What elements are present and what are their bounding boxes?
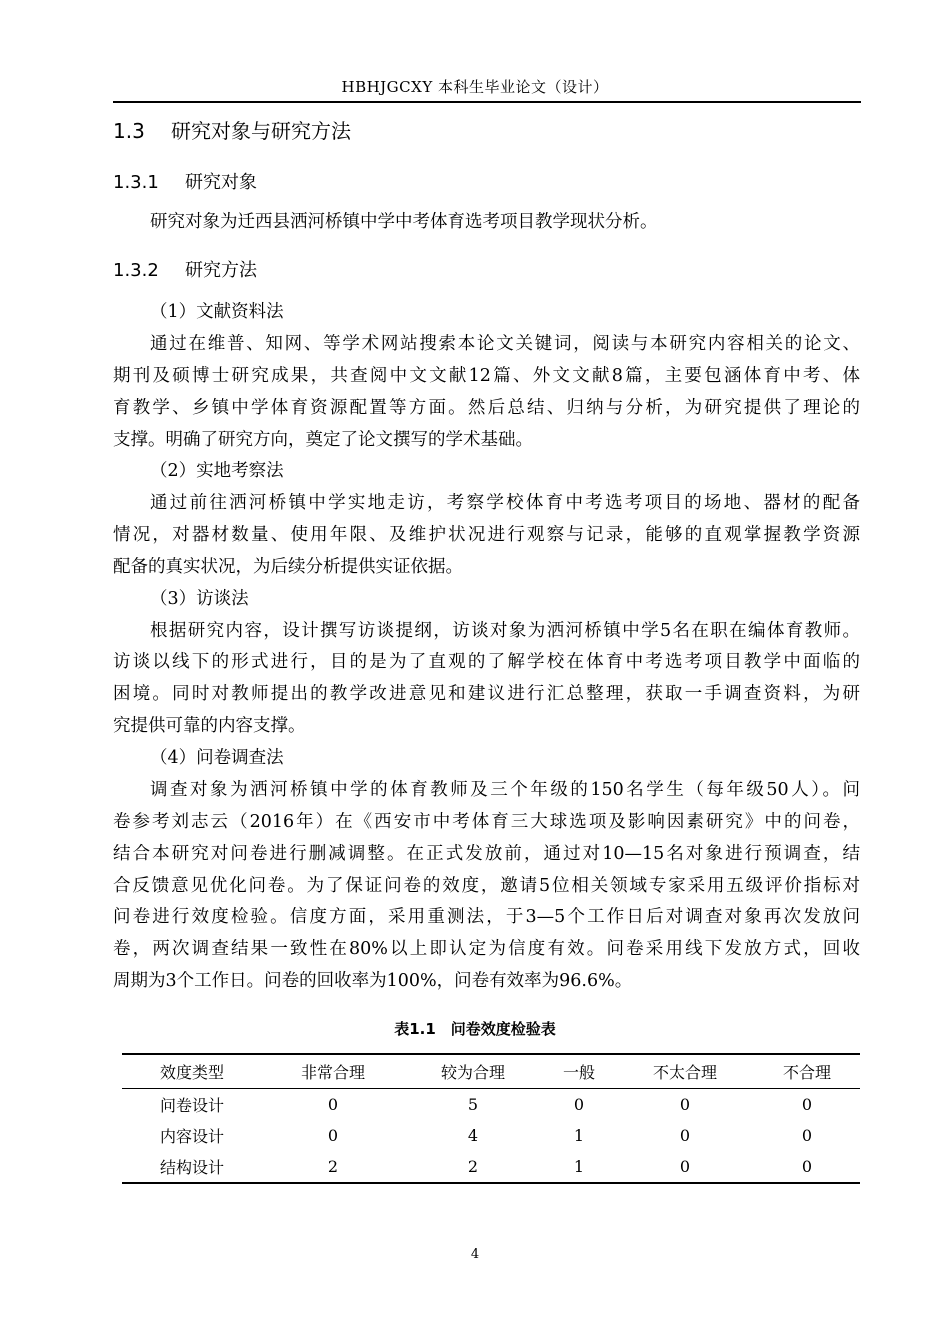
table-cell: 0: [679, 1095, 691, 1114]
table-row: [122, 1151, 860, 1183]
column-header: 较为合理: [440, 1063, 505, 1082]
method-label: （2）实地考察法: [150, 461, 284, 481]
column-header: 非常合理: [300, 1063, 365, 1082]
page-header: HBHJGCXY 本科生毕业论文（设计）: [341, 78, 609, 96]
paragraph-line: 调查对象为洒河桥镇中学的体育教师及三个年级的150名学生（每年级50人）。问: [150, 780, 860, 800]
subsection-title: 研究方法: [185, 260, 257, 281]
method-label: （3）访谈法: [150, 589, 249, 609]
table-row: [122, 1089, 860, 1121]
paragraph-line: 卷参考刘志云（2016年）在《西安市中考体育三大球选项及影响因素研究》中的问卷，: [113, 812, 860, 832]
table-cell: 0: [327, 1095, 339, 1114]
paragraph-line: 育教学、乡镇中学体育资源配置等方面。然后总结、归纳与分析，为研究提供了理论的: [113, 398, 860, 418]
column-header: 效度类型: [159, 1063, 224, 1082]
row-label: 内容设计: [159, 1127, 224, 1146]
method-label: （1）文献资料法: [150, 302, 284, 322]
row-label: 问卷设计: [159, 1096, 224, 1115]
validity-table: [122, 1053, 860, 1184]
section-number: 1.3: [113, 119, 145, 143]
paragraph-line: 周期为3个工作日。问卷的回收率为100%，问卷有效率为96.6%。: [113, 971, 633, 991]
table-caption: 表1.1 问卷效度检验表: [394, 1020, 556, 1038]
table-row: [122, 1120, 860, 1151]
paragraph-line: 根据研究内容，设计撰写访谈提纲，访谈对象为洒河桥镇中学5名在职在编体育教师。: [150, 621, 860, 641]
paragraph-line: 研究对象为迁西县洒河桥镇中学中考体育选考项目教学现状分析。: [150, 212, 658, 232]
table-cell: 1: [573, 1126, 585, 1145]
paragraph-line: 卷，两次调查结果一致性在80%以上即认定为信度有效。问卷采用线下发放方式，回收: [113, 939, 860, 959]
table-cell: 0: [573, 1095, 585, 1114]
column-header: 一般: [562, 1063, 595, 1082]
paragraph-line: 通过前往洒河桥镇中学实地走访，考察学校体育中考选考项目的场地、器材的配备: [150, 493, 860, 513]
table-cell: 5: [467, 1095, 479, 1114]
method-label: （4）问卷调查法: [150, 748, 284, 768]
paragraph-line: 情况，对器材数量、使用年限、及维护状况进行观察与记录，能够的直观掌握教学资源: [113, 525, 860, 545]
paragraph-line: 结合本研究对问卷进行删减调整。在正式发放前，通过对10—15名对象进行预调查，结: [113, 844, 860, 864]
table-cell: 2: [327, 1157, 339, 1176]
table-cell: 0: [801, 1095, 813, 1114]
table-header-row: [122, 1054, 860, 1089]
paragraph-line: 困境。同时对教师提出的教学改进意见和建议进行汇总整理，获取一手调查资料，为研: [113, 684, 860, 704]
header-rule: [113, 101, 861, 103]
section-title: 研究对象与研究方法: [171, 119, 351, 143]
paragraph-line: 配备的真实状况，为后续分析提供实证依据。: [113, 557, 463, 577]
row-label: 结构设计: [159, 1158, 224, 1177]
subsection-title: 研究对象: [185, 172, 257, 193]
paragraph-line: 支撑。明确了研究方向，奠定了论文撰写的学术基础。: [113, 430, 533, 450]
paragraph-line: 通过在维普、知网、等学术网站搜索本论文关键词，阅读与本研究内容相关的论文、: [150, 334, 860, 354]
table-cell: 0: [801, 1157, 813, 1176]
table-cell: 0: [679, 1126, 691, 1145]
paragraph-line: 究提供可靠的内容支撑。: [113, 716, 306, 736]
column-header: 不太合理: [652, 1063, 717, 1082]
paragraph-line: 期刊及硕博士研究成果，共查阅中文文献12篇、外文文献8篇，主要包涵体育中考、体: [113, 366, 860, 386]
table-cell: 0: [801, 1126, 813, 1145]
subsection-heading: [113, 259, 257, 283]
section-heading: [113, 119, 351, 143]
paragraph-line: 合反馈意见优化问卷。为了保证问卷的效度，邀请5位相关领域专家采用五级评价指标对: [113, 876, 860, 896]
subsection-number: 1.3.2: [113, 260, 159, 281]
table-cell: 1: [573, 1157, 585, 1176]
column-header: 不合理: [782, 1063, 831, 1082]
table-cell: 0: [679, 1157, 691, 1176]
subsection-number: 1.3.1: [113, 172, 159, 193]
table-cell: 4: [467, 1126, 479, 1145]
page-number: 4: [470, 1247, 480, 1262]
table-cell: 0: [327, 1126, 339, 1145]
subsection-heading: [113, 171, 257, 195]
paragraph-line: 问卷进行效度检验。信度方面，采用重测法，于3—5个工作日后对调查对象再次发放问: [113, 907, 860, 927]
table-cell: 2: [467, 1157, 479, 1176]
paragraph-line: 访谈以线下的形式进行，目的是为了直观的了解学校在体育中考选考项目教学中面临的: [113, 652, 860, 672]
